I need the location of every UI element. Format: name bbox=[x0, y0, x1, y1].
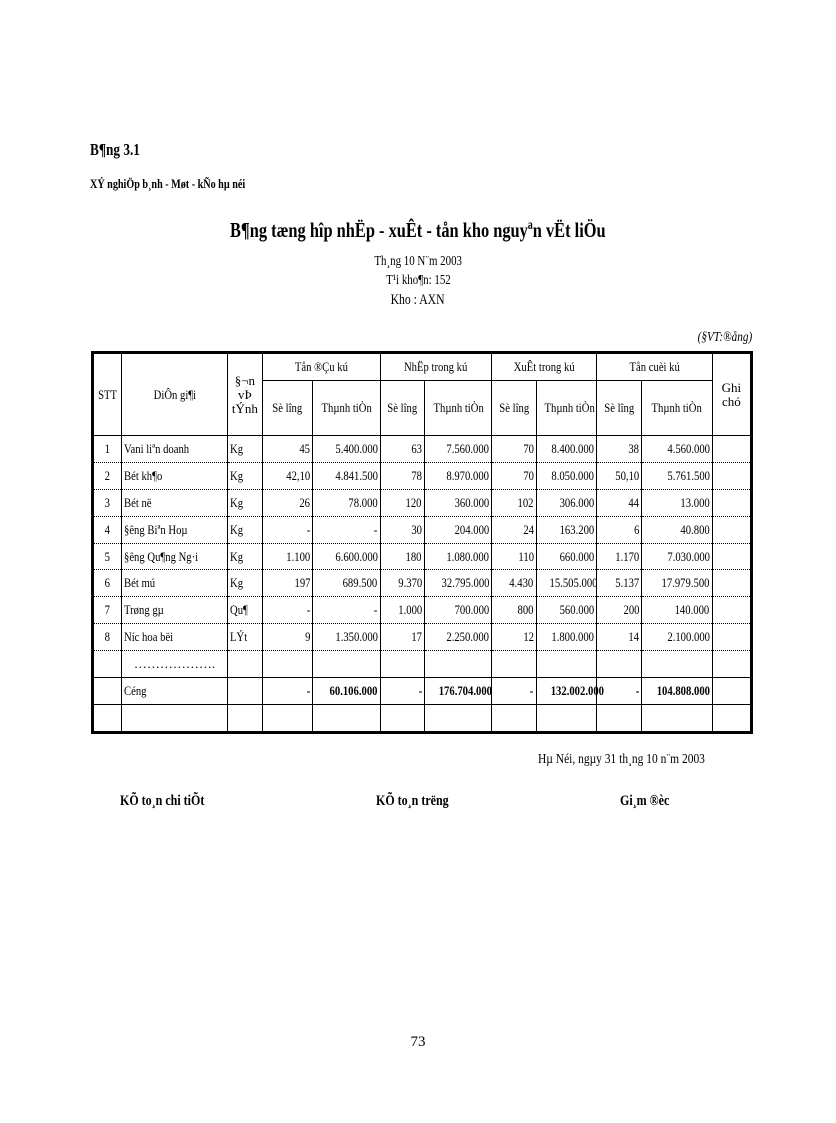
cell-oa-text: 78.000 bbox=[348, 494, 378, 510]
cell-cq bbox=[597, 462, 642, 489]
table-row bbox=[93, 543, 752, 570]
cell-ca bbox=[642, 436, 712, 463]
col-name bbox=[122, 353, 228, 436]
cell-iq-text: 120 bbox=[405, 494, 422, 510]
cell-oq-text: 1.100 bbox=[286, 548, 311, 564]
cell-ea bbox=[536, 436, 596, 463]
cell-name bbox=[122, 462, 228, 489]
empty-cell bbox=[227, 678, 262, 705]
cell-oq-text: 9 bbox=[304, 629, 311, 645]
cell-ca bbox=[642, 462, 712, 489]
cell-ia-text: 360.000 bbox=[454, 494, 490, 510]
cell-eq bbox=[492, 570, 536, 597]
cell-unit-text: LÝt bbox=[229, 629, 247, 645]
cell-note bbox=[712, 462, 751, 489]
cell-oq bbox=[263, 543, 313, 570]
cell-eq-text: 24 bbox=[522, 521, 534, 537]
cell-unit-text: Kg bbox=[229, 548, 243, 564]
cell-oa-text: - bbox=[374, 602, 378, 618]
cell-cq bbox=[597, 597, 642, 624]
cell-stt bbox=[93, 516, 122, 543]
total-cq-text: - bbox=[635, 682, 640, 698]
cell-eq-text: 12 bbox=[522, 629, 534, 645]
col-import bbox=[380, 353, 492, 381]
table-row bbox=[93, 597, 752, 624]
cell-cq-text: 5.137 bbox=[615, 575, 640, 591]
col-export bbox=[492, 353, 597, 381]
cell-stt-text: 2 bbox=[104, 467, 111, 483]
col-import-text: NhËp trong kú bbox=[404, 359, 468, 374]
page-number: 73 bbox=[410, 1034, 426, 1050]
col-import-amount bbox=[424, 381, 491, 436]
cell-iq-text: 9.370 bbox=[397, 575, 422, 591]
cell-ia bbox=[424, 489, 491, 516]
cell-iq bbox=[380, 570, 424, 597]
col-note-text: Ghi chó bbox=[721, 379, 742, 409]
signature-chief-accountant-text: KÕ to¸n trëng bbox=[376, 793, 449, 809]
empty-cell bbox=[642, 704, 712, 732]
cell-ia bbox=[424, 436, 491, 463]
report-title-text: B¶ng tæng hîp nhËp - xuÊt - tån kho nguyªn vËt liÖu bbox=[230, 218, 606, 242]
total-label bbox=[122, 678, 228, 705]
empty-cell bbox=[424, 704, 491, 732]
cell-stt bbox=[93, 597, 122, 624]
cell-eq bbox=[492, 624, 536, 651]
col-closing-text: Tån cuèi kú bbox=[629, 359, 680, 374]
cell-name-text: Trøng gµ bbox=[124, 602, 164, 618]
empty-cell bbox=[536, 704, 596, 732]
cell-cq bbox=[597, 570, 642, 597]
empty-cell bbox=[227, 651, 262, 678]
col-import-qty-text: Sè lîng bbox=[387, 400, 418, 415]
total-ca-text: 104.808.000 bbox=[656, 682, 710, 698]
total-oa-text: 60.106.000 bbox=[329, 682, 378, 698]
cell-name-text: Níc hoa bëi bbox=[124, 629, 174, 645]
cell-eq bbox=[492, 436, 536, 463]
ellipsis-cell bbox=[122, 651, 228, 678]
cell-cq bbox=[597, 489, 642, 516]
table-body bbox=[93, 436, 752, 733]
table-row bbox=[93, 516, 752, 543]
cell-ia bbox=[424, 543, 491, 570]
cell-ia bbox=[424, 597, 491, 624]
cell-eq bbox=[492, 489, 536, 516]
cell-name bbox=[122, 543, 228, 570]
col-unit-text: §¬n vÞ tÝnh bbox=[231, 372, 258, 416]
cell-eq-text: 800 bbox=[517, 602, 534, 618]
cell-cq bbox=[597, 516, 642, 543]
cell-eq-text: 110 bbox=[518, 548, 534, 564]
cell-oa-text: 5.400.000 bbox=[335, 440, 378, 456]
cell-stt-text: 7 bbox=[104, 602, 111, 618]
empty-cell bbox=[712, 678, 751, 705]
cell-name-text: Vani liªn doanh bbox=[124, 440, 190, 456]
col-closing bbox=[597, 353, 713, 381]
col-closing-qty-text: Sè lîng bbox=[604, 400, 635, 415]
cell-eq bbox=[492, 543, 536, 570]
kho-line-text: Kho : AXN bbox=[391, 292, 445, 308]
table-row bbox=[93, 436, 752, 463]
empty-cell bbox=[597, 704, 642, 732]
col-opening-amount bbox=[313, 381, 380, 436]
cell-oq bbox=[263, 436, 313, 463]
cell-ca-text: 7.030.000 bbox=[667, 548, 710, 564]
total-oq bbox=[263, 678, 313, 705]
cell-name bbox=[122, 570, 228, 597]
cell-iq-text: 30 bbox=[411, 521, 422, 537]
cell-oa bbox=[313, 624, 380, 651]
empty-cell bbox=[313, 704, 380, 732]
col-name-text: DiÔn gi¶i bbox=[153, 386, 196, 402]
cell-stt-text: 1 bbox=[104, 440, 111, 456]
cell-stt bbox=[93, 462, 122, 489]
cell-stt-text: 4 bbox=[104, 521, 111, 537]
cell-stt bbox=[93, 489, 122, 516]
col-opening-qty bbox=[263, 381, 313, 436]
cell-iq-text: 180 bbox=[405, 548, 422, 564]
cell-eq bbox=[492, 516, 536, 543]
cell-ea-text: 1.800.000 bbox=[551, 629, 594, 645]
empty-cell bbox=[380, 704, 424, 732]
cell-ca-text: 4.560.000 bbox=[667, 440, 710, 456]
cell-unit bbox=[227, 462, 262, 489]
cell-ea-text: 306.000 bbox=[559, 494, 594, 510]
cell-eq-text: 70 bbox=[522, 467, 534, 483]
empty-cell bbox=[492, 704, 536, 732]
cell-ca-text: 2.100.000 bbox=[667, 629, 710, 645]
cell-ca-text: 140.000 bbox=[675, 602, 710, 618]
cell-note bbox=[712, 516, 751, 543]
cell-stt bbox=[93, 543, 122, 570]
col-stt bbox=[93, 353, 122, 436]
col-export-amount-text: Thµnh tiÒn bbox=[544, 400, 595, 415]
cell-unit bbox=[227, 570, 262, 597]
col-opening-text: Tån ®Çu kú bbox=[294, 359, 348, 374]
cell-oa bbox=[313, 489, 380, 516]
cell-note bbox=[712, 489, 751, 516]
cell-stt-text: 5 bbox=[104, 548, 111, 564]
cell-stt bbox=[93, 436, 122, 463]
cell-oa-text: 689.500 bbox=[343, 575, 378, 591]
empty-cell bbox=[424, 651, 491, 678]
col-stt-text: STT bbox=[98, 386, 118, 402]
cell-ca-text: 5.761.500 bbox=[667, 467, 710, 483]
cell-ia-text: 32.795.000 bbox=[441, 575, 490, 591]
cell-ea-text: 15.505.000 bbox=[549, 575, 598, 591]
cell-unit-text: Qu¶ bbox=[229, 602, 248, 618]
total-eq bbox=[492, 678, 536, 705]
cell-unit bbox=[227, 489, 262, 516]
total-row bbox=[93, 678, 752, 705]
cell-oq bbox=[263, 516, 313, 543]
cell-ca bbox=[642, 489, 712, 516]
cell-eq bbox=[492, 597, 536, 624]
total-label-text: Céng bbox=[124, 682, 147, 698]
total-eq-text: - bbox=[530, 682, 534, 698]
unit-label bbox=[684, 330, 752, 346]
empty-cell bbox=[597, 651, 642, 678]
cell-note bbox=[712, 436, 751, 463]
cell-oa bbox=[313, 543, 380, 570]
cell-iq bbox=[380, 624, 424, 651]
cell-ca-text: 40.800 bbox=[680, 521, 710, 537]
signature-chief-accountant bbox=[376, 793, 467, 810]
cell-unit-text: Kg bbox=[229, 467, 243, 483]
cell-iq bbox=[380, 436, 424, 463]
cell-ca bbox=[642, 597, 712, 624]
unit-label-text: (§VT:®ång) bbox=[697, 330, 752, 345]
cell-note bbox=[712, 570, 751, 597]
cell-oq-text: - bbox=[306, 521, 311, 537]
ellipsis-text: ………………. bbox=[133, 656, 216, 672]
cell-ca bbox=[642, 570, 712, 597]
total-iq bbox=[380, 678, 424, 705]
cell-oa bbox=[313, 516, 380, 543]
cell-ia bbox=[424, 516, 491, 543]
cell-iq bbox=[380, 597, 424, 624]
empty-cell bbox=[263, 704, 313, 732]
cell-ia-text: 2.250.000 bbox=[446, 629, 490, 645]
empty-cell bbox=[263, 651, 313, 678]
total-ca bbox=[642, 678, 712, 705]
cell-oq-text: 26 bbox=[299, 494, 311, 510]
cell-oq bbox=[263, 597, 313, 624]
cell-oq-text: 42,10 bbox=[286, 467, 311, 483]
cell-unit bbox=[227, 543, 262, 570]
total-iq-text: - bbox=[418, 682, 422, 698]
cell-cq-text: 6 bbox=[633, 521, 640, 537]
cell-cq bbox=[597, 543, 642, 570]
table-row bbox=[93, 462, 752, 489]
table-row bbox=[93, 624, 752, 651]
cell-ca bbox=[642, 516, 712, 543]
cell-oa bbox=[313, 462, 380, 489]
cell-unit-text: Kg bbox=[229, 521, 243, 537]
cell-oa-text: 6.600.000 bbox=[335, 548, 378, 564]
cell-unit bbox=[227, 624, 262, 651]
total-oq-text: - bbox=[306, 682, 311, 698]
empty-cell bbox=[93, 704, 122, 732]
month-line-text: Th¸ng 10 N¨m 2003 bbox=[374, 254, 462, 269]
cell-note bbox=[712, 624, 751, 651]
empty-cell bbox=[93, 678, 122, 705]
cell-unit bbox=[227, 516, 262, 543]
col-export-text: XuÊt trong kú bbox=[513, 359, 575, 374]
cell-name bbox=[122, 624, 228, 651]
col-import-amount-text: Thµnh tiÒn bbox=[433, 400, 484, 415]
cell-note bbox=[712, 597, 751, 624]
cell-eq bbox=[492, 462, 536, 489]
cell-eq-text: 70 bbox=[522, 440, 534, 456]
table-row bbox=[93, 489, 752, 516]
cell-iq bbox=[380, 543, 424, 570]
total-ia-text: 176.704.000 bbox=[438, 682, 492, 698]
cell-oq bbox=[263, 489, 313, 516]
col-closing-amount-text: Thµnh tiÒn bbox=[651, 400, 703, 415]
empty-cell bbox=[712, 651, 751, 678]
cell-iq bbox=[380, 462, 424, 489]
cell-ea bbox=[536, 570, 596, 597]
cell-ea-text: 560.000 bbox=[559, 602, 594, 618]
cell-ia-text: 1.080.000 bbox=[446, 548, 490, 564]
cell-eq-text: 102 bbox=[517, 494, 534, 510]
signature-detail-accountant-text: KÕ to¸n chi tiÕt bbox=[120, 793, 205, 809]
cell-stt bbox=[93, 624, 122, 651]
cell-ea bbox=[536, 597, 596, 624]
col-note bbox=[712, 353, 751, 436]
cell-oq bbox=[263, 570, 313, 597]
cell-name-text: §êng Qu¶ng Ng·i bbox=[124, 548, 199, 564]
cell-cq bbox=[597, 624, 642, 651]
cell-stt-text: 8 bbox=[104, 629, 111, 645]
cell-ea bbox=[536, 624, 596, 651]
empty-cell bbox=[492, 651, 536, 678]
cell-ea bbox=[536, 462, 596, 489]
cell-ia-text: 204.000 bbox=[454, 521, 490, 537]
cell-ia-text: 7.560.000 bbox=[446, 440, 490, 456]
table-row bbox=[93, 570, 752, 597]
cell-unit bbox=[227, 436, 262, 463]
cell-oq bbox=[263, 462, 313, 489]
cell-oa-text: 1.350.000 bbox=[335, 629, 378, 645]
cell-oa-text: - bbox=[374, 521, 378, 537]
cell-stt-text: 3 bbox=[104, 494, 111, 510]
table-label: B¶ng 3.1 bbox=[90, 140, 140, 159]
empty-cell bbox=[536, 651, 596, 678]
cell-ea-text: 660.000 bbox=[559, 548, 594, 564]
cell-unit-text: Kg bbox=[229, 494, 243, 510]
date-line-text: Hµ Néi, ngµy 31 th¸ng 10 n¨m 2003 bbox=[538, 752, 705, 767]
month-line bbox=[0, 254, 836, 270]
cell-name bbox=[122, 516, 228, 543]
blank-row bbox=[93, 704, 752, 732]
empty-cell bbox=[712, 704, 751, 732]
empty-cell bbox=[93, 651, 122, 678]
cell-eq-text: 4.430 bbox=[509, 575, 534, 591]
cell-ea-text: 163.200 bbox=[559, 521, 594, 537]
col-unit bbox=[227, 353, 262, 436]
col-opening-qty-text: Sè lîng bbox=[272, 400, 303, 415]
cell-name bbox=[122, 489, 228, 516]
col-export-qty-text: Sè lîng bbox=[499, 400, 529, 415]
cell-iq-text: 17 bbox=[411, 629, 422, 645]
cell-note bbox=[712, 543, 751, 570]
cell-ea-text: 8.050.000 bbox=[551, 467, 594, 483]
cell-name-text: Bét kh¶o bbox=[124, 467, 163, 483]
cell-oq-text: 197 bbox=[294, 575, 311, 591]
cell-ia bbox=[424, 624, 491, 651]
cell-oa-text: 4.841.500 bbox=[335, 467, 378, 483]
cell-name-text: §êng Biªn Hoµ bbox=[124, 521, 188, 537]
col-export-qty bbox=[492, 381, 536, 436]
cell-cq-text: 38 bbox=[628, 440, 640, 456]
inventory-table bbox=[91, 351, 753, 734]
cell-ia bbox=[424, 462, 491, 489]
ellipsis-row bbox=[93, 651, 752, 678]
cell-name-text: Bét mú bbox=[124, 575, 156, 591]
kho-line bbox=[0, 292, 836, 309]
cell-iq bbox=[380, 516, 424, 543]
signature-director bbox=[620, 793, 682, 810]
cell-ia-text: 8.970.000 bbox=[446, 467, 490, 483]
total-oa bbox=[313, 678, 380, 705]
empty-cell bbox=[642, 651, 712, 678]
empty-cell bbox=[122, 704, 228, 732]
total-ea-text: 132.002.000 bbox=[550, 682, 604, 698]
cell-unit-text: Kg bbox=[229, 575, 243, 591]
cell-iq-text: 1.000 bbox=[397, 602, 422, 618]
warehouse-line-text: T¹i kho¶n: 152 bbox=[385, 273, 451, 288]
cell-ea bbox=[536, 543, 596, 570]
cell-cq-text: 1.170 bbox=[615, 548, 640, 564]
cell-cq-text: 50,10 bbox=[615, 467, 640, 483]
col-closing-qty bbox=[597, 381, 642, 436]
empty-cell bbox=[313, 651, 380, 678]
cell-ca bbox=[642, 624, 712, 651]
date-line bbox=[538, 752, 742, 768]
cell-name-text: Bét në bbox=[124, 494, 152, 510]
cell-ia-text: 700.000 bbox=[454, 602, 490, 618]
cell-oa bbox=[313, 570, 380, 597]
cell-iq-text: 78 bbox=[411, 467, 422, 483]
col-export-amount bbox=[536, 381, 596, 436]
col-opening-amount-text: Thµnh tiÒn bbox=[321, 400, 372, 415]
signature-detail-accountant bbox=[120, 793, 225, 810]
cell-cq bbox=[597, 436, 642, 463]
cell-stt bbox=[93, 570, 122, 597]
cell-ca bbox=[642, 543, 712, 570]
cell-ia bbox=[424, 570, 491, 597]
col-import-qty bbox=[380, 381, 424, 436]
cell-cq-text: 44 bbox=[628, 494, 640, 510]
company-name: XÝ nghiÖp b¸nh - Møt - kÑo hµ néi bbox=[90, 176, 246, 191]
cell-oq bbox=[263, 624, 313, 651]
cell-oq-text: - bbox=[306, 602, 311, 618]
cell-ea bbox=[536, 489, 596, 516]
cell-iq-text: 63 bbox=[411, 440, 422, 456]
cell-name bbox=[122, 436, 228, 463]
cell-name bbox=[122, 597, 228, 624]
warehouse-line bbox=[0, 273, 836, 289]
cell-ea bbox=[536, 516, 596, 543]
signature-director-text: Gi¸m ®èc bbox=[620, 793, 670, 809]
cell-ea-text: 8.400.000 bbox=[551, 440, 594, 456]
total-ea bbox=[536, 678, 604, 705]
cell-stt-text: 6 bbox=[104, 575, 111, 591]
cell-oa bbox=[313, 597, 380, 624]
cell-iq bbox=[380, 489, 424, 516]
cell-cq-text: 200 bbox=[623, 602, 640, 618]
cell-oq-text: 45 bbox=[299, 440, 311, 456]
cell-ca-text: 17.979.500 bbox=[661, 575, 710, 591]
cell-cq-text: 14 bbox=[628, 629, 640, 645]
cell-unit-text: Kg bbox=[229, 440, 243, 456]
empty-cell bbox=[227, 704, 262, 732]
cell-ca-text: 13.000 bbox=[680, 494, 710, 510]
cell-unit bbox=[227, 597, 262, 624]
cell-oa bbox=[313, 436, 380, 463]
total-ia bbox=[424, 678, 491, 705]
col-opening bbox=[263, 353, 381, 381]
col-closing-amount bbox=[642, 381, 712, 436]
empty-cell bbox=[380, 651, 424, 678]
report-title bbox=[0, 218, 836, 243]
